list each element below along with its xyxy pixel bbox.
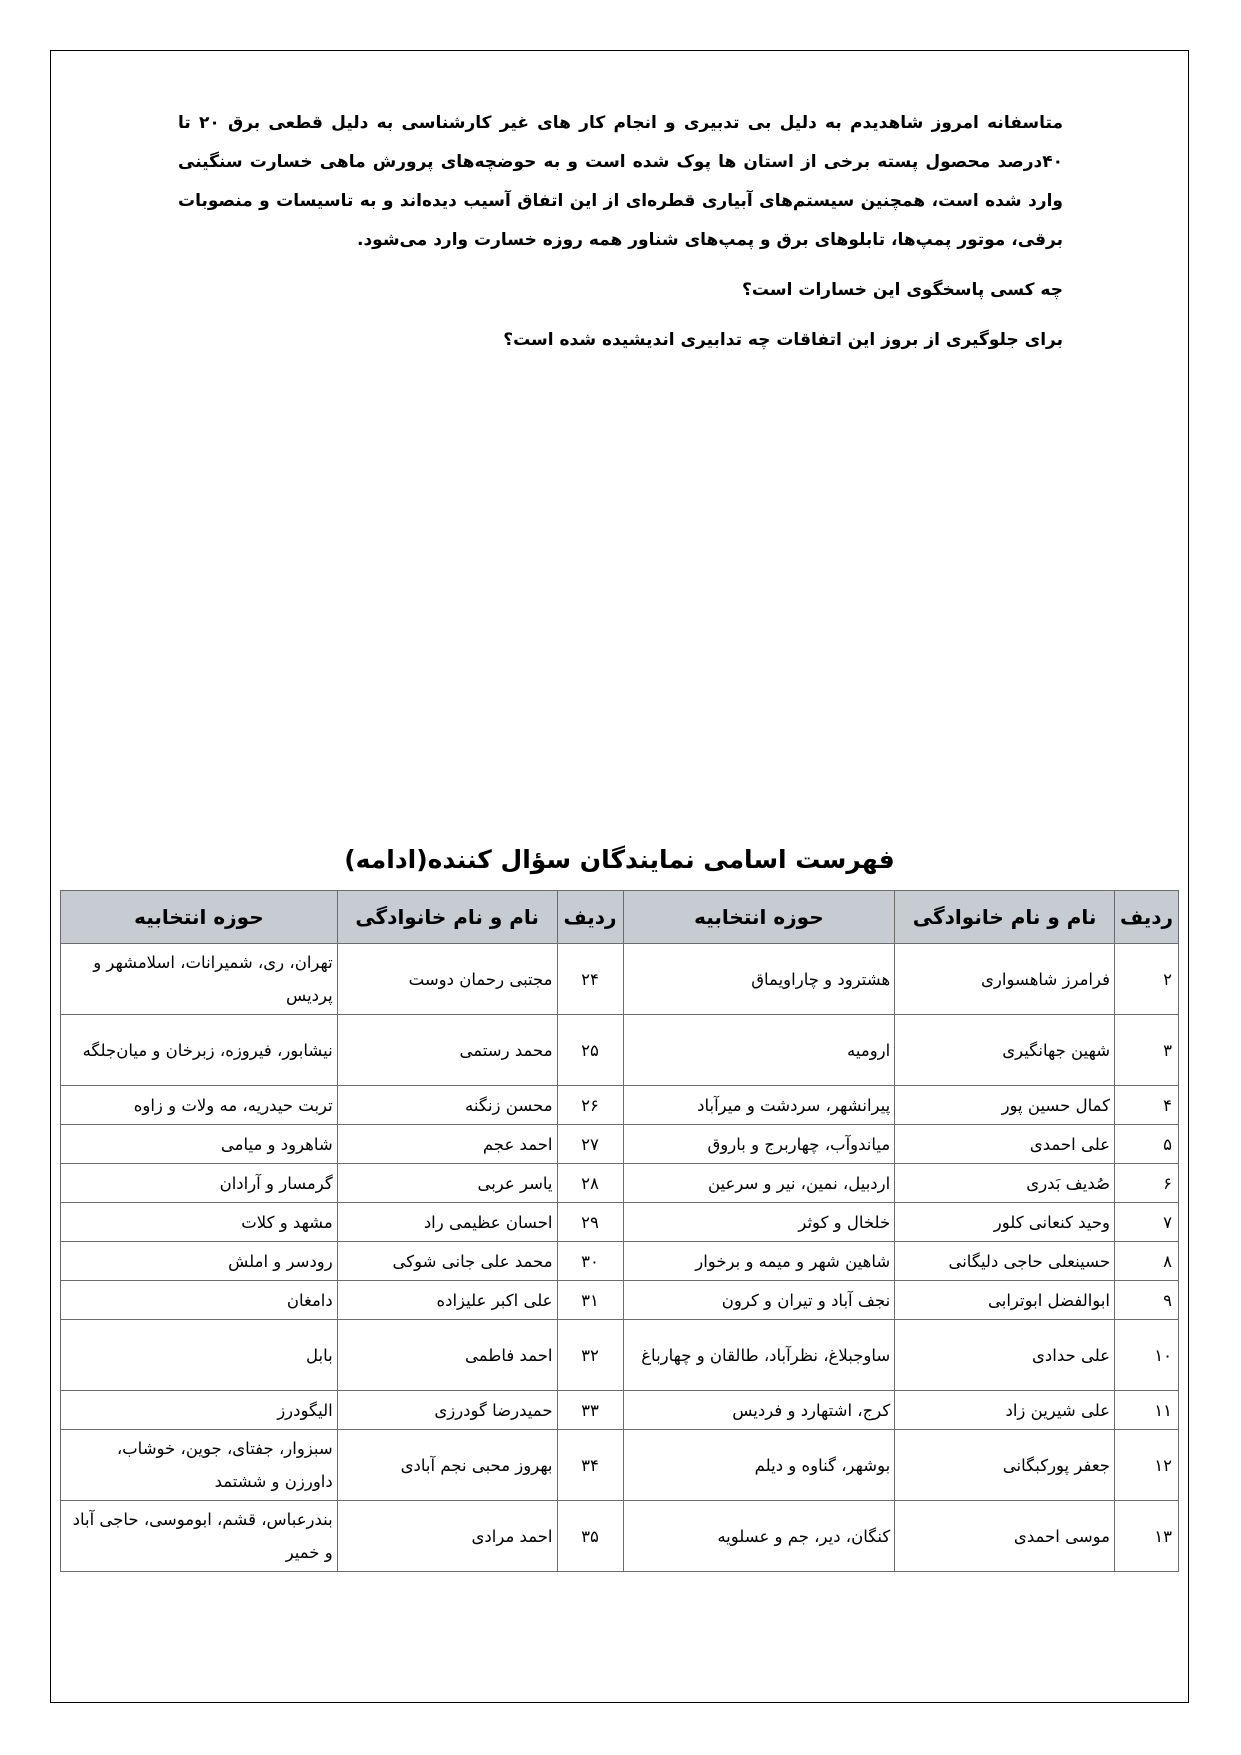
table-row [61, 1391, 1179, 1430]
row-number-cell: ۲۵ [557, 1015, 623, 1086]
district-cell: میاندوآب، چهاربرج و باروق [623, 1125, 895, 1164]
district-cell: گرمسار و آرادان [61, 1164, 338, 1203]
question-2: برای جلوگیری از بروز این اتفاقات چه تدابیری اندیشیده شده است؟ [503, 330, 1063, 350]
district-cell: سبزوار، جفتای، جوین، خوشاب، داورزن و ششتمد [61, 1430, 338, 1501]
name-cell: احمد مرادی [337, 1501, 557, 1572]
name-cell: ابوالفضل ابوترابی [895, 1281, 1115, 1320]
district-cell: مشهد و کلات [61, 1203, 338, 1242]
district-cell: دامغان [61, 1281, 338, 1320]
header-name: نام و نام خانوادگی [337, 891, 557, 944]
row-number-cell: ۳۴ [557, 1430, 623, 1501]
district-cell: پیرانشهر، سردشت و میرآباد [623, 1086, 895, 1125]
name-cell: صُدیف بَدری [895, 1164, 1115, 1203]
name-cell: یاسر عربی [337, 1164, 557, 1203]
row-number-cell: ۲۹ [557, 1203, 623, 1242]
district-cell: شاهین شهر و میمه و برخوار [623, 1242, 895, 1281]
row-number-cell: ۳۰ [557, 1242, 623, 1281]
table-row [61, 1281, 1179, 1320]
header-name: نام و نام خانوادگی [895, 891, 1115, 944]
row-number-cell: ۹ [1115, 1281, 1179, 1320]
table-title: فهرست اسامی نمایندگان سؤال کننده(ادامه) [344, 845, 895, 874]
table-row [61, 944, 1179, 1015]
district-cell: بندرعباس، قشم، ابوموسی، حاجی آباد و خمیر [61, 1501, 338, 1572]
district-cell: ارومیه [623, 1015, 895, 1086]
district-cell: رودسر و املش [61, 1242, 338, 1281]
header-district: حوزه انتخابیه [61, 891, 338, 944]
district-cell: نیشابور، فیروزه، زبرخان و میان‌جلگه [61, 1015, 338, 1086]
row-number-cell: ۳۲ [557, 1320, 623, 1391]
district-cell: خلخال و کوثر [623, 1203, 895, 1242]
table-row [61, 1242, 1179, 1281]
name-cell: علی اکبر علیزاده [337, 1281, 557, 1320]
table-row [61, 1320, 1179, 1391]
name-cell: محمد رستمی [337, 1015, 557, 1086]
name-cell: فرامرز شاهسواری [895, 944, 1115, 1015]
name-cell: جعفر پورکبگانی [895, 1430, 1115, 1501]
row-number-cell: ۱۳ [1115, 1501, 1179, 1572]
table-row [61, 1430, 1179, 1501]
name-cell: کمال حسین پور [895, 1086, 1115, 1125]
name-cell: علی شیرین زاد [895, 1391, 1115, 1430]
row-number-cell: ۸ [1115, 1242, 1179, 1281]
district-cell: ساوجبلاغ، نظرآباد، طالقان و چهارباغ [623, 1320, 895, 1391]
name-cell: علی حدادی [895, 1320, 1115, 1391]
header-district: حوزه انتخابیه [623, 891, 895, 944]
name-cell: موسی احمدی [895, 1501, 1115, 1572]
table-row [61, 1501, 1179, 1572]
name-cell: شهین جهانگیری [895, 1015, 1115, 1086]
district-cell: هشترود و چاراویماق [623, 944, 895, 1015]
name-cell: احمد فاطمی [337, 1320, 557, 1391]
district-cell: تربت حیدریه، مه ولات و زاوه [61, 1086, 338, 1125]
row-number-cell: ۱۲ [1115, 1430, 1179, 1501]
row-number-cell: ۱۱ [1115, 1391, 1179, 1430]
question-1: چه کسی پاسخگوی این خسارات است؟ [742, 280, 1063, 300]
row-number-cell: ۳۵ [557, 1501, 623, 1572]
table-row [61, 1164, 1179, 1203]
row-number-cell: ۲۶ [557, 1086, 623, 1125]
row-number-cell: ۲۸ [557, 1164, 623, 1203]
name-cell: وحید کنعانی کلور [895, 1203, 1115, 1242]
header-row-number: ردیف [1115, 891, 1179, 944]
row-number-cell: ۴ [1115, 1086, 1179, 1125]
name-cell: احمد عجم [337, 1125, 557, 1164]
row-number-cell: ۲ [1115, 944, 1179, 1015]
row-number-cell: ۱۰ [1115, 1320, 1179, 1391]
representatives-table [60, 890, 1179, 1572]
intro-text [178, 104, 1063, 360]
intro-paragraph: متاسفانه امروز شاهدیدم به دلیل بی تدبیری و انجام کار های غیر کارشناسی به دلیل قطعی برق ۲۰ تا ۴۰درصد محصول پسته برخی از استان ها پوک شده است و به حوضچه‌های پرورش ماهی خسارت سنگینی وارد شده است، همچنین سیستم‌های آبیاری قطره‌ای از این اتفاق آسیب دیده‌اند و به تاسیسات و منصوبات برقی، موتور پمپ‌ها، تابلوهای برق و پمپ‌های شناور همه روزه خسارت وارد می‌شود. [178, 113, 1063, 250]
district-cell: بوشهر، گناوه و دیلم [623, 1430, 895, 1501]
row-number-cell: ۷ [1115, 1203, 1179, 1242]
name-cell: حمیدرضا گودرزی [337, 1391, 557, 1430]
table-row [61, 1125, 1179, 1164]
district-cell: شاهرود و میامی [61, 1125, 338, 1164]
header-row-number: ردیف [557, 891, 623, 944]
row-number-cell: ۳ [1115, 1015, 1179, 1086]
district-cell: کرج، اشتهارد و فردیس [623, 1391, 895, 1430]
district-cell: تهران، ری، شمیرانات، اسلامشهر و پردیس [61, 944, 338, 1015]
table-row [61, 1203, 1179, 1242]
district-cell: اردبیل، نمین، نیر و سرعین [623, 1164, 895, 1203]
name-cell: حسینعلی حاجی دلیگانی [895, 1242, 1115, 1281]
name-cell: محسن زنگنه [337, 1086, 557, 1125]
row-number-cell: ۵ [1115, 1125, 1179, 1164]
row-number-cell: ۶ [1115, 1164, 1179, 1203]
row-number-cell: ۲۷ [557, 1125, 623, 1164]
name-cell: محمد علی جانی شوکی [337, 1242, 557, 1281]
name-cell: علی احمدی [895, 1125, 1115, 1164]
row-number-cell: ۳۳ [557, 1391, 623, 1430]
name-cell: احسان عظیمی راد [337, 1203, 557, 1242]
row-number-cell: ۳۱ [557, 1281, 623, 1320]
district-cell: کنگان، دیر، جم و عسلویه [623, 1501, 895, 1572]
table-body [61, 944, 1179, 1572]
table-row [61, 1086, 1179, 1125]
district-cell: بابل [61, 1320, 338, 1391]
name-cell: بهروز محبی نجم آبادی [337, 1430, 557, 1501]
table-row [61, 1015, 1179, 1086]
row-number-cell: ۲۴ [557, 944, 623, 1015]
table-header-row [61, 891, 1179, 944]
district-cell: نجف آباد و تیران و کرون [623, 1281, 895, 1320]
name-cell: مجتبی رحمان دوست [337, 944, 557, 1015]
district-cell: الیگودرز [61, 1391, 338, 1430]
